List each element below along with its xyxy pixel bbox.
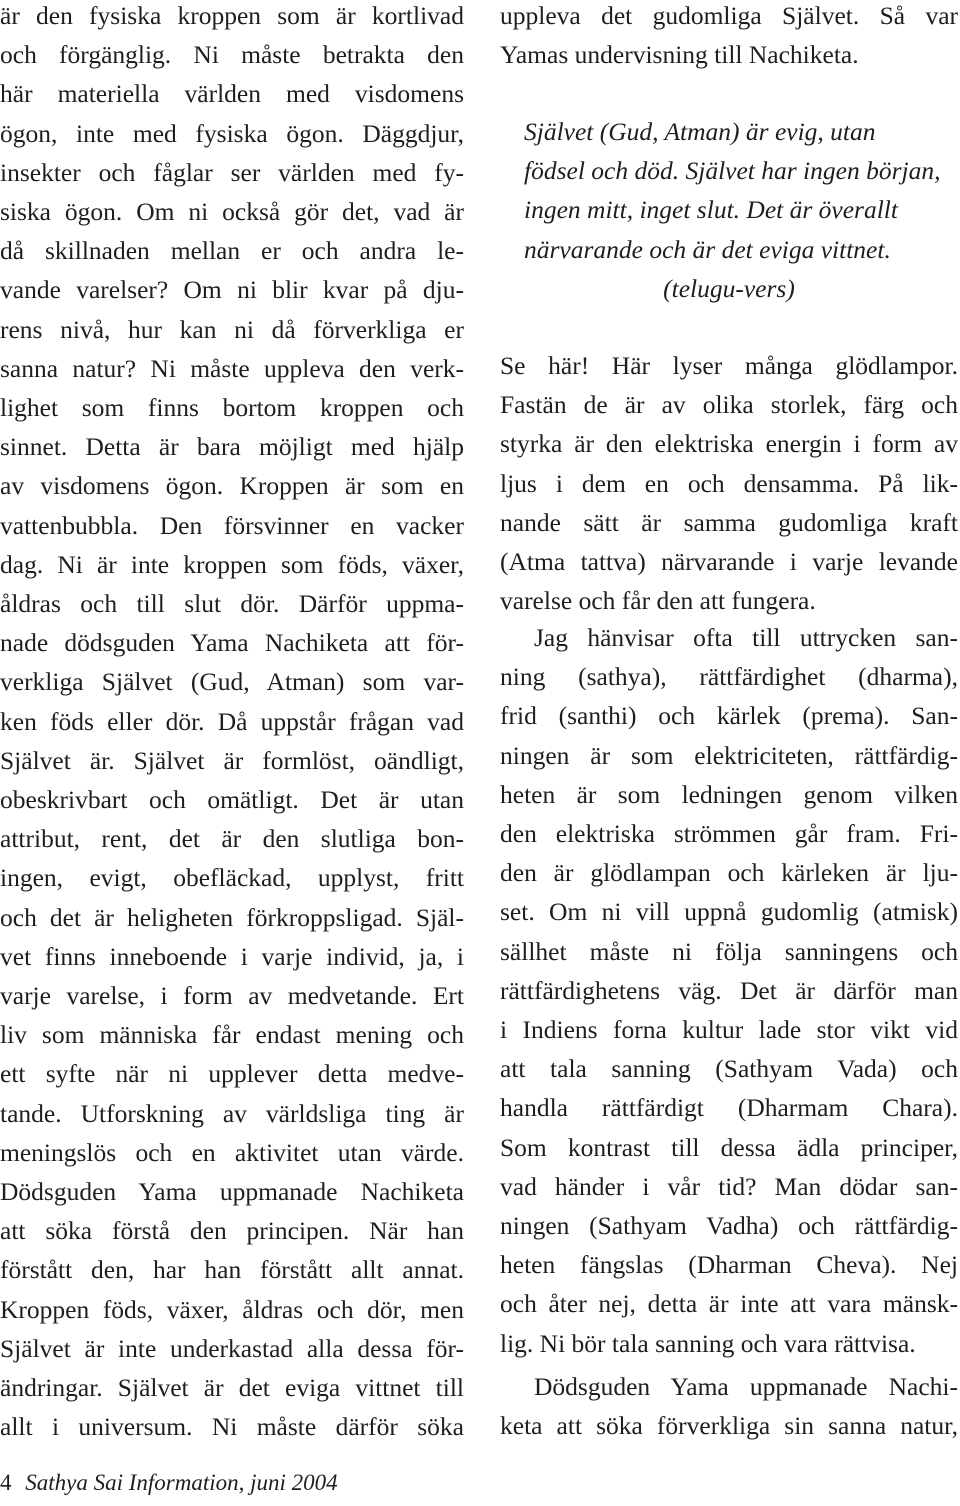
left-text-line: förstått den, har han förstått allt annat. — [0, 1255, 464, 1285]
left-text-line: då skillnaden mellan er och andra le- — [0, 236, 464, 266]
paragraph-line: Som kontrast till dessa ädla principer, — [500, 1132, 958, 1162]
left-text-line: här materiella världen med visdomens — [0, 79, 464, 109]
verse-line: ingen mitt, inget slut. Det är överallt — [524, 195, 898, 225]
page-number: 4 — [0, 1470, 12, 1495]
paragraph-line: att tala sanning (Sathyam Vada) och — [500, 1054, 958, 1084]
left-text-line: insekter och fåglar ser världen med fy- — [0, 157, 464, 187]
paragraph-line: heten fängslas (Dharman Cheva). Nej — [500, 1250, 958, 1280]
left-text-line: Självet är inte underkastad alla dessa för- — [0, 1333, 464, 1363]
left-text-line: siska ögon. Om ni också gör det, vad är — [0, 197, 464, 226]
left-text-line: liv som människa får endast mening och — [0, 1020, 464, 1050]
paragraph-line: rättfärdighetens väg. Det är därför man — [500, 975, 958, 1005]
intro-text-line: Yamas undervisning till Nachiketa. — [500, 40, 859, 70]
paragraph-line: lig. Ni bör tala sanning och vara rättvisa. — [500, 1328, 916, 1358]
left-text-line: lighet som finns bortom kroppen och — [0, 393, 464, 422]
publication-name: Sathya Sai Information, juni 2004 — [25, 1470, 338, 1495]
left-text-line: ken föds eller dör. Då uppstår frågan vad — [0, 706, 464, 736]
paragraph-line: Dödsguden Yama uppmanade Nachi- — [534, 1371, 958, 1401]
paragraph-line: ljus i dem en och densamma. På lik- — [500, 468, 958, 498]
left-text-line: attribut, rent, det är den slutliga bon- — [0, 824, 464, 854]
left-text-line: och förgänglig. Ni måste betrakta den — [0, 40, 464, 70]
paragraph-line: i Indiens forna kultur lade stor vikt vid — [500, 1015, 958, 1044]
left-text-line: av visdomens ögon. Kroppen är som en — [0, 471, 464, 501]
left-text-line: ingen, evigt, obefläckad, upplyst, fritt — [0, 863, 464, 893]
left-text-line: vet finns inneboende i varje individ, ja, i — [0, 941, 464, 971]
left-text-line: ändringar. Självet är det eviga vittnet till — [0, 1373, 464, 1402]
left-text-line: vattenbubbla. Den försvinner en vacker — [0, 510, 464, 540]
paragraph-line: (Atma tattva) närvarande i varje levande — [500, 547, 958, 576]
left-text-line: sanna natur? Ni måste uppleva den verk- — [0, 353, 464, 383]
paragraph-line: ningen (Sathyam Vadha) och rättfärdig- — [500, 1211, 958, 1240]
paragraph-line: heten är som ledningen genom vilken — [500, 779, 958, 809]
paragraph-line: den är glödlampan och kärleken är lju- — [500, 858, 958, 888]
left-text-line: Kroppen föds, växer, åldras och dör, men — [0, 1294, 464, 1324]
left-text-line: är den fysiska kroppen som är kortlivad — [0, 1, 464, 30]
left-text-line: åldras och till slut dör. Därför uppma- — [0, 589, 464, 618]
left-text-line: och det är heligheten förkroppsligad. Själ- — [0, 902, 464, 932]
left-text-line: ögon, inte med fysiska ögon. Däggdjur, — [0, 118, 464, 148]
paragraph-line: Se här! Här lyser många glödlampor. — [500, 351, 958, 380]
left-text-line: meningslös och en aktivitet utan värde. — [0, 1137, 464, 1167]
paragraph-line: ningen är som elektriciteten, rättfärdig- — [500, 740, 958, 770]
left-text-line: ett syfte när ni upplever detta medve- — [0, 1059, 464, 1089]
verse-line: Självet (Gud, Atman) är evig, utan — [524, 117, 876, 146]
intro-text-line: uppleva det gudomliga Självet. Så var — [500, 1, 958, 30]
left-text-line: allt i universum. Ni måste därför söka — [0, 1412, 464, 1442]
paragraph-line: Jag hänvisar ofta till uttrycken san- — [534, 623, 958, 652]
page-footer — [0, 1468, 338, 1498]
paragraph-line: Fastän de är av olika storlek, färg och — [500, 390, 958, 420]
left-text-line: dag. Ni är inte kroppen som föds, växer, — [0, 549, 464, 579]
left-text-line: Självet är. Självet är formlöst, oändligt, — [0, 745, 464, 775]
paragraph-line: vad händer i vår tid? Man dödar san- — [500, 1171, 958, 1201]
left-text-line: nade dödsguden Yama Nachiketa att för- — [0, 628, 464, 658]
paragraph-line: den elektriska strömmen går fram. Fri- — [500, 819, 958, 848]
paragraph-line: ning (sathya), rättfärdighet (dharma), — [500, 662, 958, 692]
left-text-line: varje varelse, i form av medvetande. Ert — [0, 981, 464, 1010]
left-text-line: Dödsguden Yama uppmanade Nachiketa — [0, 1177, 464, 1206]
paragraph-line: set. Om ni vill uppnå gudomlig (atmisk) — [500, 897, 958, 927]
left-text-line: tande. Utforskning av världsliga ting är — [0, 1098, 464, 1128]
left-text-line: sinnet. Detta är bara möjligt med hjälp — [0, 432, 464, 462]
verse-line: närvarande och är det eviga vittnet. — [524, 234, 891, 264]
paragraph-line: frid (santhi) och kärlek (prema). San- — [500, 701, 958, 731]
paragraph-line: handla rättfärdigt (Dharmam Chara). — [500, 1093, 958, 1123]
left-text-line: verkliga Självet (Gud, Atman) som var- — [0, 667, 464, 697]
left-text-line: rens nivå, hur kan ni då förverkliga er — [0, 314, 464, 344]
paragraph-line: keta att söka förverkliga sin sanna natur, — [500, 1411, 958, 1440]
paragraph-line: och åter nej, detta är inte att vara mänsk- — [500, 1289, 958, 1319]
paragraph-line: varelse och får den att fungera. — [500, 586, 816, 616]
left-text-line: att söka förstå den principen. När han — [0, 1216, 464, 1246]
verse-line: födsel och död. Självet har ingen början, — [524, 156, 941, 186]
paragraph-line: styrka är den elektriska energin i form av — [500, 429, 958, 459]
paragraph-line: nande sätt är samma gudomliga kraft — [500, 507, 958, 537]
left-text-line: vande varelser? Om ni blir kvar på dju- — [0, 275, 464, 305]
left-text-line: obeskrivbart och omätligt. Det är utan — [0, 785, 464, 814]
verse-source: (telugu-vers) — [663, 273, 795, 303]
paragraph-line: sällhet måste ni följa sanningens och — [500, 936, 958, 966]
